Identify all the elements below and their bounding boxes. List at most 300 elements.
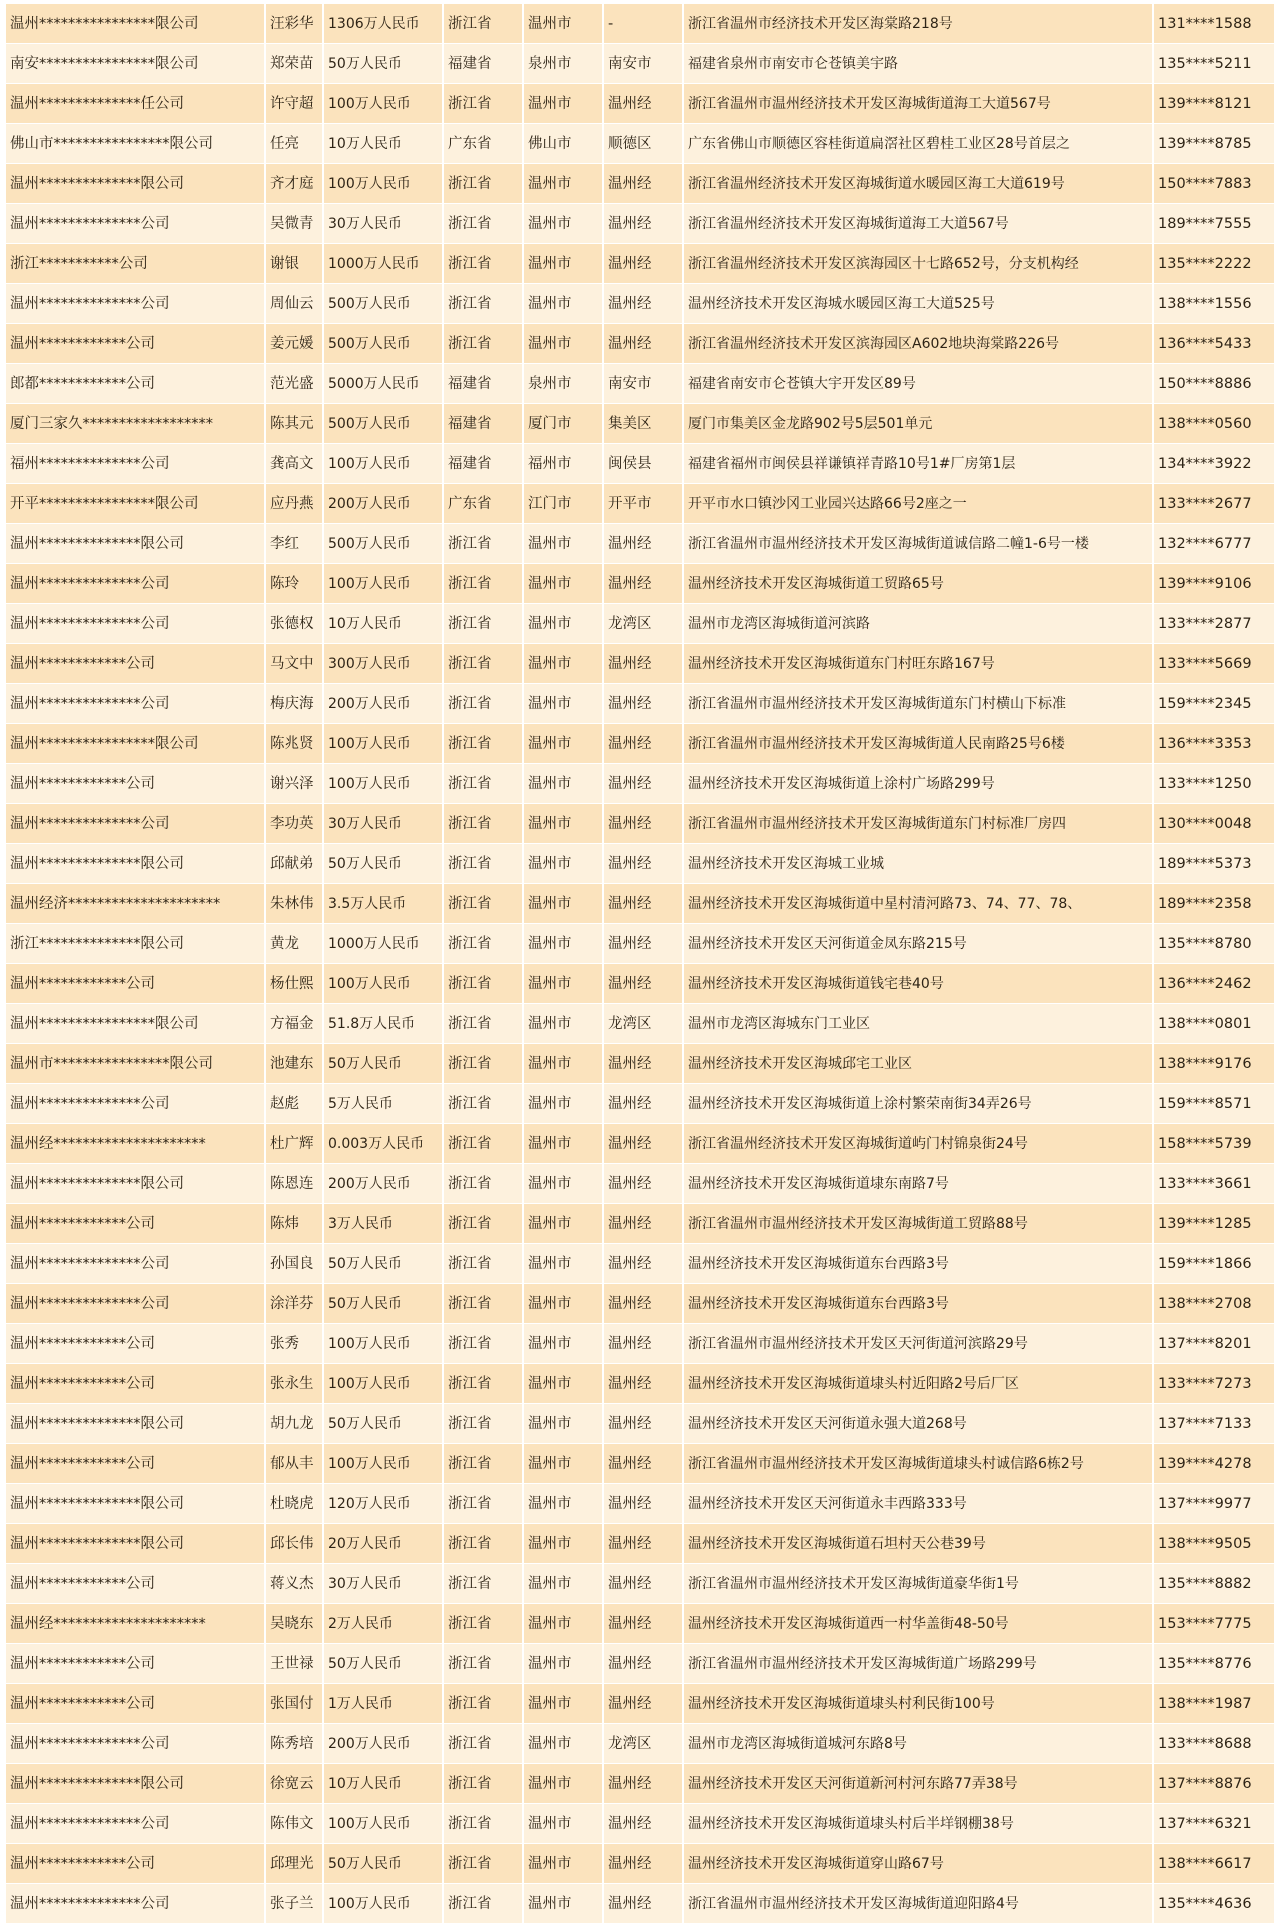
registered-capital-cell: 100万人民币: [324, 1804, 444, 1843]
district-cell: 温州经: [604, 204, 684, 243]
city-cell: 温州市: [524, 604, 604, 643]
company-name-cell: 温州****************限公司: [6, 4, 266, 43]
phone-cell: 135****5211: [1158, 56, 1252, 72]
phone-cell: 133****3661: [1158, 1176, 1252, 1192]
registered-capital-cell: 5万人民币: [324, 1084, 444, 1123]
address-cell: 温州经济技术开发区海城街道上涂村繁荣南街34弄26号: [684, 1084, 1154, 1123]
address-cell: 温州经济技术开发区海城街道埭东南路7号: [684, 1164, 1154, 1203]
registered-capital-cell: 10万人民币: [324, 124, 444, 163]
address-cell: 浙江省温州市温州经济技术开发区海城街道埭头村诚信路6栋2号: [684, 1444, 1154, 1483]
address-cell: 厦门市集美区金龙路902号5层501单元: [684, 404, 1154, 443]
phone-cell: 135****4636: [1158, 1896, 1252, 1912]
district-cell: 集美区: [604, 404, 684, 443]
phone-cell: 131****1588: [1158, 16, 1252, 32]
city-cell: 福州市: [524, 444, 604, 483]
province-cell: 浙江省: [444, 1844, 524, 1883]
legal-person-cell: 杨仕熙: [266, 964, 324, 1003]
phone-cell: 159****2345: [1158, 696, 1252, 712]
district-cell: 温州经: [604, 884, 684, 923]
phone-cell: 133****1250: [1158, 776, 1252, 792]
city-cell: 温州市: [524, 1124, 604, 1163]
address-cell: 温州市龙湾区海城东门工业区: [684, 1004, 1154, 1043]
province-cell: 浙江省: [444, 1644, 524, 1683]
company-name-cell: 温州**************限公司: [6, 844, 266, 883]
company-name-cell: 温州************公司: [6, 1684, 266, 1723]
table-row: [6, 84, 1274, 124]
province-cell: 福建省: [444, 444, 524, 483]
city-cell: 温州市: [524, 884, 604, 923]
registered-capital-cell: 500万人民币: [324, 284, 444, 323]
company-name-cell: 温州**************任公司: [6, 84, 266, 123]
company-name-cell: 温州************公司: [6, 1564, 266, 1603]
address-cell: 浙江省温州市温州经济技术开发区海城街道工贸路88号: [684, 1204, 1154, 1243]
company-name-cell: 温州************公司: [6, 1364, 266, 1403]
address-cell: 浙江省温州市温州经济技术开发区海城街道诚信路二幢1-6号一楼: [684, 524, 1154, 563]
city-cell: 温州市: [524, 1044, 604, 1083]
legal-person-cell: 杜晓虎: [266, 1484, 324, 1523]
table-row: [6, 164, 1274, 204]
company-name-cell: 温州市****************限公司: [6, 1044, 266, 1083]
legal-person-cell: 姜元媛: [266, 324, 324, 363]
phone-cell: 139****8785: [1158, 136, 1252, 152]
registered-capital-cell: 3万人民币: [324, 1204, 444, 1243]
address-cell: 温州经济技术开发区天河街道永强大道268号: [684, 1404, 1154, 1443]
phone-cell: 137****7133: [1158, 1416, 1252, 1432]
district-cell: 温州经: [604, 1324, 684, 1363]
city-cell: 温州市: [524, 1604, 604, 1643]
registered-capital-cell: 100万人民币: [324, 84, 444, 123]
table-row: [6, 444, 1274, 484]
province-cell: 浙江省: [444, 1604, 524, 1643]
district-cell: 顺德区: [604, 124, 684, 163]
registered-capital-cell: 1000万人民币: [324, 924, 444, 963]
province-cell: 浙江省: [444, 4, 524, 43]
company-name-cell: 温州**************限公司: [6, 164, 266, 203]
table-row: [6, 1564, 1274, 1604]
province-cell: 浙江省: [444, 1244, 524, 1283]
table-row: [6, 1604, 1274, 1644]
district-cell: 温州经: [604, 1804, 684, 1843]
company-name-cell: 温州************公司: [6, 1844, 266, 1883]
province-cell: 浙江省: [444, 1004, 524, 1043]
district-cell: 南安市: [604, 44, 684, 83]
province-cell: 浙江省: [444, 324, 524, 363]
city-cell: 温州市: [524, 1884, 604, 1923]
legal-person-cell: 孙国良: [266, 1244, 324, 1283]
address-cell: 温州经济技术开发区天河街道新河村河东路77弄38号: [684, 1764, 1154, 1803]
company-name-cell: 温州**************公司: [6, 1804, 266, 1843]
city-cell: 温州市: [524, 564, 604, 603]
legal-person-cell: 吴晓东: [266, 1604, 324, 1643]
province-cell: 浙江省: [444, 284, 524, 323]
district-cell: 温州经: [604, 844, 684, 883]
registered-capital-cell: 20万人民币: [324, 1524, 444, 1563]
legal-person-cell: 蒋义杰: [266, 1564, 324, 1603]
legal-person-cell: 李功英: [266, 804, 324, 843]
city-cell: 温州市: [524, 1524, 604, 1563]
registered-capital-cell: 10万人民币: [324, 604, 444, 643]
province-cell: 福建省: [444, 404, 524, 443]
company-name-cell: 温州**************公司: [6, 284, 266, 323]
company-name-cell: 佛山市****************限公司: [6, 124, 266, 163]
legal-person-cell: 张子兰: [266, 1884, 324, 1923]
legal-person-cell: 周仙云: [266, 284, 324, 323]
table-row: [6, 364, 1274, 404]
legal-person-cell: 谢兴泽: [266, 764, 324, 803]
city-cell: 温州市: [524, 844, 604, 883]
table-row: [6, 1324, 1274, 1364]
registered-capital-cell: 100万人民币: [324, 1444, 444, 1483]
province-cell: 广东省: [444, 124, 524, 163]
registered-capital-cell: 300万人民币: [324, 644, 444, 683]
table-row: [6, 1524, 1274, 1564]
company-name-cell: 温州************公司: [6, 964, 266, 1003]
company-name-cell: 温州**************公司: [6, 684, 266, 723]
legal-person-cell: 胡九龙: [266, 1404, 324, 1443]
district-cell: 温州经: [604, 164, 684, 203]
province-cell: 浙江省: [444, 1524, 524, 1563]
legal-person-cell: 涂洋芬: [266, 1284, 324, 1323]
registered-capital-cell: 0.003万人民币: [324, 1124, 444, 1163]
address-cell: 浙江省温州市温州经济技术开发区海城街道东门村横山下标准: [684, 684, 1154, 723]
table-row: [6, 804, 1274, 844]
province-cell: 浙江省: [444, 764, 524, 803]
province-cell: 浙江省: [444, 604, 524, 643]
city-cell: 温州市: [524, 724, 604, 763]
registered-capital-cell: 500万人民币: [324, 404, 444, 443]
company-name-cell: 温州************公司: [6, 764, 266, 803]
legal-person-cell: 陈兆贤: [266, 724, 324, 763]
address-cell: 福建省南安市仑苍镇大宇开发区89号: [684, 364, 1154, 403]
phone-cell: 189****5373: [1158, 856, 1252, 872]
company-name-cell: 温州**************公司: [6, 204, 266, 243]
registered-capital-cell: 30万人民币: [324, 1564, 444, 1603]
phone-cell: 135****2222: [1158, 256, 1252, 272]
table-row: [6, 1724, 1274, 1764]
table-row: [6, 1884, 1274, 1924]
city-cell: 佛山市: [524, 124, 604, 163]
city-cell: 温州市: [524, 1164, 604, 1203]
phone-cell: 138****2708: [1158, 1296, 1252, 1312]
table-row: [6, 1044, 1274, 1084]
legal-person-cell: 邱献弟: [266, 844, 324, 883]
address-cell: 温州经济技术开发区海城街道穿山路67号: [684, 1844, 1154, 1883]
table-row: [6, 1124, 1274, 1164]
district-cell: 温州经: [604, 1124, 684, 1163]
legal-person-cell: 池建东: [266, 1044, 324, 1083]
registered-capital-cell: 200万人民币: [324, 484, 444, 523]
registered-capital-cell: 50万人民币: [324, 1644, 444, 1683]
legal-person-cell: 应丹燕: [266, 484, 324, 523]
address-cell: 温州经济技术开发区海城街道埭头村后半垟钢棚38号: [684, 1804, 1154, 1843]
table-row: [6, 244, 1274, 284]
legal-person-cell: 朱林伟: [266, 884, 324, 923]
legal-person-cell: 邱长伟: [266, 1524, 324, 1563]
company-name-cell: 温州**************公司: [6, 564, 266, 603]
table-row: [6, 1204, 1274, 1244]
registered-capital-cell: 5000万人民币: [324, 364, 444, 403]
table-row: [6, 44, 1274, 84]
company-name-cell: 温州经*********************: [6, 1604, 266, 1643]
address-cell: 福建省泉州市南安市仑苍镇美宇路: [684, 44, 1154, 83]
legal-person-cell: 张秀: [266, 1324, 324, 1363]
city-cell: 温州市: [524, 1084, 604, 1123]
phone-cell: 138****1987: [1158, 1696, 1252, 1712]
address-cell: 浙江省温州经济技术开发区海城街道屿门村锦泉街24号: [684, 1124, 1154, 1163]
district-cell: 温州经: [604, 1284, 684, 1323]
phone-cell: 136****2462: [1158, 976, 1252, 992]
table-row: [6, 644, 1274, 684]
district-cell: 温州经: [604, 1404, 684, 1443]
district-cell: 温州经: [604, 284, 684, 323]
address-cell: 浙江省温州经济技术开发区滨海园区十七路652号，分支机构经: [684, 244, 1154, 283]
phone-cell: 138****6617: [1158, 1856, 1252, 1872]
district-cell: 温州经: [604, 564, 684, 603]
phone-cell: 137****6321: [1158, 1816, 1252, 1832]
legal-person-cell: 陈玲: [266, 564, 324, 603]
city-cell: 温州市: [524, 764, 604, 803]
district-cell: 温州经: [604, 644, 684, 683]
company-name-cell: 温州**************限公司: [6, 1484, 266, 1523]
registered-capital-cell: 10万人民币: [324, 1764, 444, 1803]
phone-cell: 135****8776: [1158, 1656, 1252, 1672]
district-cell: 温州经: [604, 1644, 684, 1683]
table-row: [6, 404, 1274, 444]
district-cell: 龙湾区: [604, 1724, 684, 1763]
legal-person-cell: 陈秀培: [266, 1724, 324, 1763]
district-cell: 温州经: [604, 964, 684, 1003]
registered-capital-cell: 200万人民币: [324, 1724, 444, 1763]
address-cell: 浙江省温州经济技术开发区海城街道海工大道567号: [684, 204, 1154, 243]
province-cell: 浙江省: [444, 84, 524, 123]
district-cell: 温州经: [604, 1524, 684, 1563]
table-row: [6, 324, 1274, 364]
phone-cell: 139****4278: [1158, 1456, 1252, 1472]
registered-capital-cell: 100万人民币: [324, 1364, 444, 1403]
legal-person-cell: 王世禄: [266, 1644, 324, 1683]
district-cell: 温州经: [604, 924, 684, 963]
company-name-cell: 温州**************公司: [6, 1884, 266, 1923]
address-cell: 温州经济技术开发区海城工业城: [684, 844, 1154, 883]
district-cell: 温州经: [604, 1044, 684, 1083]
table-row: [6, 1084, 1274, 1124]
address-cell: 温州经济技术开发区海城街道东台西路3号: [684, 1284, 1154, 1323]
phone-cell: 138****1556: [1158, 296, 1252, 312]
address-cell: 浙江省温州市温州经济技术开发区海城街道人民南路25号6楼: [684, 724, 1154, 763]
company-name-cell: 郎都************公司: [6, 364, 266, 403]
legal-person-cell: 梅庆海: [266, 684, 324, 723]
registered-capital-cell: 50万人民币: [324, 1044, 444, 1083]
phone-cell: 134****3922: [1158, 456, 1252, 472]
registered-capital-cell: 3.5万人民币: [324, 884, 444, 923]
address-cell: 开平市水口镇沙冈工业园兴达路66号2座之一: [684, 484, 1154, 523]
table-row: [6, 964, 1274, 1004]
city-cell: 温州市: [524, 924, 604, 963]
province-cell: 福建省: [444, 44, 524, 83]
address-cell: 浙江省温州市温州经济技术开发区海城街道东门村标准厂房四: [684, 804, 1154, 843]
district-cell: 龙湾区: [604, 604, 684, 643]
city-cell: 温州市: [524, 1244, 604, 1283]
province-cell: 浙江省: [444, 1324, 524, 1363]
legal-person-cell: 郑荣苗: [266, 44, 324, 83]
registered-capital-cell: 100万人民币: [324, 964, 444, 1003]
address-cell: 福建省福州市闽侯县祥谦镇祥青路10号1#厂房第1层: [684, 444, 1154, 483]
table-row: [6, 1844, 1274, 1884]
registered-capital-cell: 30万人民币: [324, 804, 444, 843]
district-cell: 温州经: [604, 1564, 684, 1603]
company-table: [6, 4, 1274, 1924]
company-name-cell: 温州**************限公司: [6, 1524, 266, 1563]
province-cell: 浙江省: [444, 1284, 524, 1323]
city-cell: 温州市: [524, 1804, 604, 1843]
phone-cell: 159****8571: [1158, 1096, 1252, 1112]
city-cell: 温州市: [524, 1724, 604, 1763]
province-cell: 浙江省: [444, 844, 524, 883]
phone-cell: 136****5433: [1158, 336, 1252, 352]
table-row: [6, 524, 1274, 564]
phone-cell: 138****0801: [1158, 1016, 1252, 1032]
city-cell: 温州市: [524, 1204, 604, 1243]
city-cell: 温州市: [524, 1444, 604, 1483]
phone-cell: 132****6777: [1158, 536, 1252, 552]
district-cell: 温州经: [604, 1164, 684, 1203]
province-cell: 浙江省: [444, 1804, 524, 1843]
legal-person-cell: 齐才庭: [266, 164, 324, 203]
province-cell: 浙江省: [444, 1044, 524, 1083]
phone-cell: 136****3353: [1158, 736, 1252, 752]
district-cell: 温州经: [604, 244, 684, 283]
company-name-cell: 福州**************公司: [6, 444, 266, 483]
province-cell: 福建省: [444, 364, 524, 403]
legal-person-cell: 郁从丰: [266, 1444, 324, 1483]
company-name-cell: 温州****************限公司: [6, 1004, 266, 1043]
company-name-cell: 温州**************公司: [6, 1284, 266, 1323]
legal-person-cell: 汪彩华: [266, 4, 324, 43]
city-cell: 温州市: [524, 804, 604, 843]
city-cell: 温州市: [524, 1404, 604, 1443]
province-cell: 浙江省: [444, 244, 524, 283]
city-cell: 温州市: [524, 244, 604, 283]
registered-capital-cell: 50万人民币: [324, 1284, 444, 1323]
address-cell: 温州经济技术开发区海城街道东台西路3号: [684, 1244, 1154, 1283]
district-cell: 温州经: [604, 324, 684, 363]
district-cell: 开平市: [604, 484, 684, 523]
registered-capital-cell: 1万人民币: [324, 1684, 444, 1723]
phone-cell: 139****9106: [1158, 576, 1252, 592]
company-name-cell: 温州************公司: [6, 644, 266, 683]
registered-capital-cell: 2万人民币: [324, 1604, 444, 1643]
legal-person-cell: 张国付: [266, 1684, 324, 1723]
address-cell: 温州经济技术开发区天河街道永丰西路333号: [684, 1484, 1154, 1523]
district-cell: 温州经: [604, 1084, 684, 1123]
registered-capital-cell: 100万人民币: [324, 444, 444, 483]
city-cell: 温州市: [524, 284, 604, 323]
city-cell: 温州市: [524, 1484, 604, 1523]
province-cell: 浙江省: [444, 1124, 524, 1163]
company-name-cell: 温州************公司: [6, 324, 266, 363]
legal-person-cell: 陈其元: [266, 404, 324, 443]
province-cell: 浙江省: [444, 1764, 524, 1803]
registered-capital-cell: 200万人民币: [324, 684, 444, 723]
registered-capital-cell: 30万人民币: [324, 204, 444, 243]
city-cell: 温州市: [524, 644, 604, 683]
address-cell: 温州经济技术开发区海城街道埭头村近阳路2号后厂区: [684, 1364, 1154, 1403]
legal-person-cell: 赵彪: [266, 1084, 324, 1123]
table-row: [6, 484, 1274, 524]
registered-capital-cell: 50万人民币: [324, 1844, 444, 1883]
province-cell: 浙江省: [444, 644, 524, 683]
legal-person-cell: 任亮: [266, 124, 324, 163]
province-cell: 浙江省: [444, 684, 524, 723]
phone-cell: 150****8886: [1158, 376, 1252, 392]
legal-person-cell: 许守超: [266, 84, 324, 123]
registered-capital-cell: 200万人民币: [324, 1164, 444, 1203]
table-row: [6, 564, 1274, 604]
registered-capital-cell: 50万人民币: [324, 44, 444, 83]
registered-capital-cell: 100万人民币: [324, 164, 444, 203]
city-cell: 温州市: [524, 1644, 604, 1683]
province-cell: 浙江省: [444, 1084, 524, 1123]
phone-cell: 133****5669: [1158, 656, 1252, 672]
legal-person-cell: 邱理光: [266, 1844, 324, 1883]
province-cell: 浙江省: [444, 884, 524, 923]
company-name-cell: 温州************公司: [6, 1444, 266, 1483]
address-cell: 温州经济技术开发区天河街道金凤东路215号: [684, 924, 1154, 963]
legal-person-cell: 陈伟文: [266, 1804, 324, 1843]
registered-capital-cell: 50万人民币: [324, 1244, 444, 1283]
registered-capital-cell: 50万人民币: [324, 844, 444, 883]
province-cell: 浙江省: [444, 524, 524, 563]
phone-cell: 158****5739: [1158, 1136, 1252, 1152]
province-cell: 浙江省: [444, 804, 524, 843]
address-cell: 温州经济技术开发区海城街道石坦村天公巷39号: [684, 1524, 1154, 1563]
company-name-cell: 温州**************限公司: [6, 1764, 266, 1803]
table-row: [6, 844, 1274, 884]
registered-capital-cell: 100万人民币: [324, 724, 444, 763]
company-name-cell: 浙江***********公司: [6, 244, 266, 283]
table-row: [6, 1444, 1274, 1484]
registered-capital-cell: 50万人民币: [324, 1404, 444, 1443]
address-cell: 温州经济技术开发区海城街道西一村华盖街48-50号: [684, 1604, 1154, 1643]
company-name-cell: 温州**************公司: [6, 1244, 266, 1283]
phone-cell: 135****8882: [1158, 1576, 1252, 1592]
legal-person-cell: 龚高文: [266, 444, 324, 483]
district-cell: 温州经: [604, 1884, 684, 1923]
address-cell: 浙江省温州市经济技术开发区海棠路218号: [684, 4, 1154, 43]
city-cell: 江门市: [524, 484, 604, 523]
address-cell: 温州经济技术开发区海城水暖园区海工大道525号: [684, 284, 1154, 323]
province-cell: 浙江省: [444, 724, 524, 763]
company-name-cell: 温州**************公司: [6, 1084, 266, 1123]
province-cell: 浙江省: [444, 924, 524, 963]
phone-cell: 137****8876: [1158, 1776, 1252, 1792]
legal-person-cell: 马文中: [266, 644, 324, 683]
table-row: [6, 1644, 1274, 1684]
phone-cell: 138****9176: [1158, 1056, 1252, 1072]
address-cell: 浙江省温州经济技术开发区滨海园区A602地块海棠路226号: [684, 324, 1154, 363]
address-cell: 温州市龙湾区海城街道城河东路8号: [684, 1724, 1154, 1763]
company-name-cell: 南安****************限公司: [6, 44, 266, 83]
company-name-cell: 温州**************限公司: [6, 524, 266, 563]
company-name-cell: 温州经济*********************: [6, 884, 266, 923]
registered-capital-cell: 100万人民币: [324, 564, 444, 603]
legal-person-cell: 谢银: [266, 244, 324, 283]
address-cell: 浙江省温州市温州经济技术开发区海城街道广场路299号: [684, 1644, 1154, 1683]
phone-cell: 159****1866: [1158, 1256, 1252, 1272]
district-cell: 温州经: [604, 724, 684, 763]
district-cell: 南安市: [604, 364, 684, 403]
district-cell: 闽侯县: [604, 444, 684, 483]
